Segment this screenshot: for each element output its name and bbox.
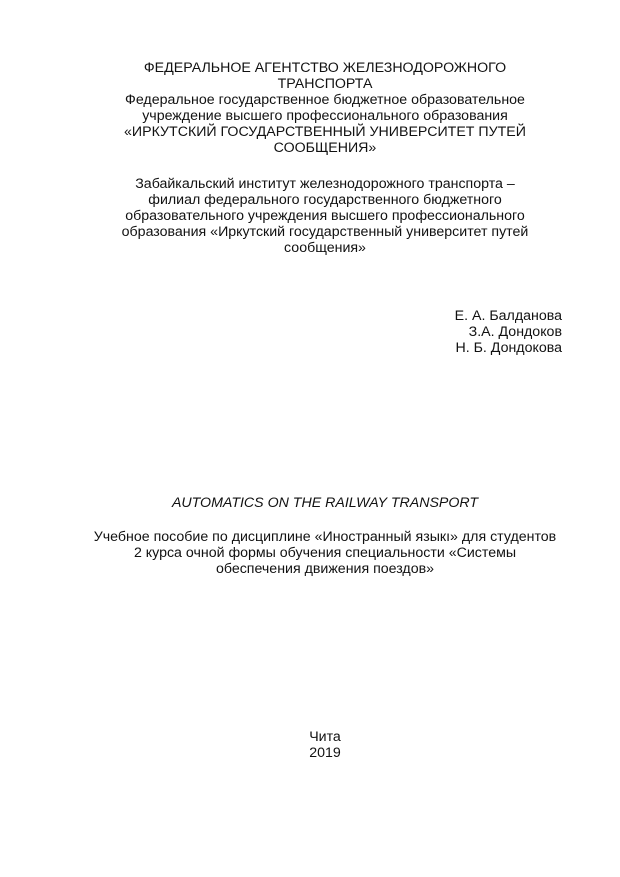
header-line: учреждение высшего профессионального образования <box>142 108 508 124</box>
institute-description <box>80 176 570 256</box>
subtitle-line: 2 курса очной формы обучения специальности «Системы <box>133 545 517 561</box>
title-text: AUTOMATICS ON THE RAILWAY TRANSPORT <box>171 495 479 511</box>
institute-line: образовательного учреждения высшего профессионального <box>125 208 525 224</box>
header-line: ФЕДЕРАЛЬНОЕ АГЕНТСТВО ЖЕЛЕЗНОДОРОЖНОГО <box>143 60 507 76</box>
header-line: ТРАНСПОРТА <box>277 76 373 92</box>
authors-list <box>455 308 562 356</box>
header-line: Федеральное государственное бюджетное образовательное <box>125 92 525 108</box>
institute-line: образования «Иркутский государственный университет путей <box>121 224 529 240</box>
publication-info <box>80 729 570 761</box>
header-line: «ИРКУТСКИЙ ГОСУДАРСТВЕННЫЙ УНИВЕРСИТЕТ ПУТЕЙ <box>124 124 526 140</box>
institute-line: сообщения» <box>284 240 366 256</box>
document-subtitle <box>80 529 570 577</box>
subtitle-line: Учебное пособие по дисциплине «Иностранный языкı» для студентов <box>93 529 557 545</box>
subtitle-line: обеспечения движения поездов» <box>215 561 435 577</box>
institute-line: филиал федерального государственного бюджетного <box>148 192 502 208</box>
publication-year: 2019 <box>309 745 341 761</box>
header-line: СООБЩЕНИЯ» <box>273 140 377 156</box>
institute-line: Забайкальский институт железнодорожного транспорта – <box>135 176 515 192</box>
author-name: Н. Б. Дондокова <box>455 340 562 356</box>
author-name: Е. А. Балданова <box>454 308 562 324</box>
author-name: З.А. Дондоков <box>468 324 562 340</box>
publication-city: Чита <box>309 729 341 745</box>
organization-header <box>80 60 570 156</box>
document-title <box>80 495 570 511</box>
